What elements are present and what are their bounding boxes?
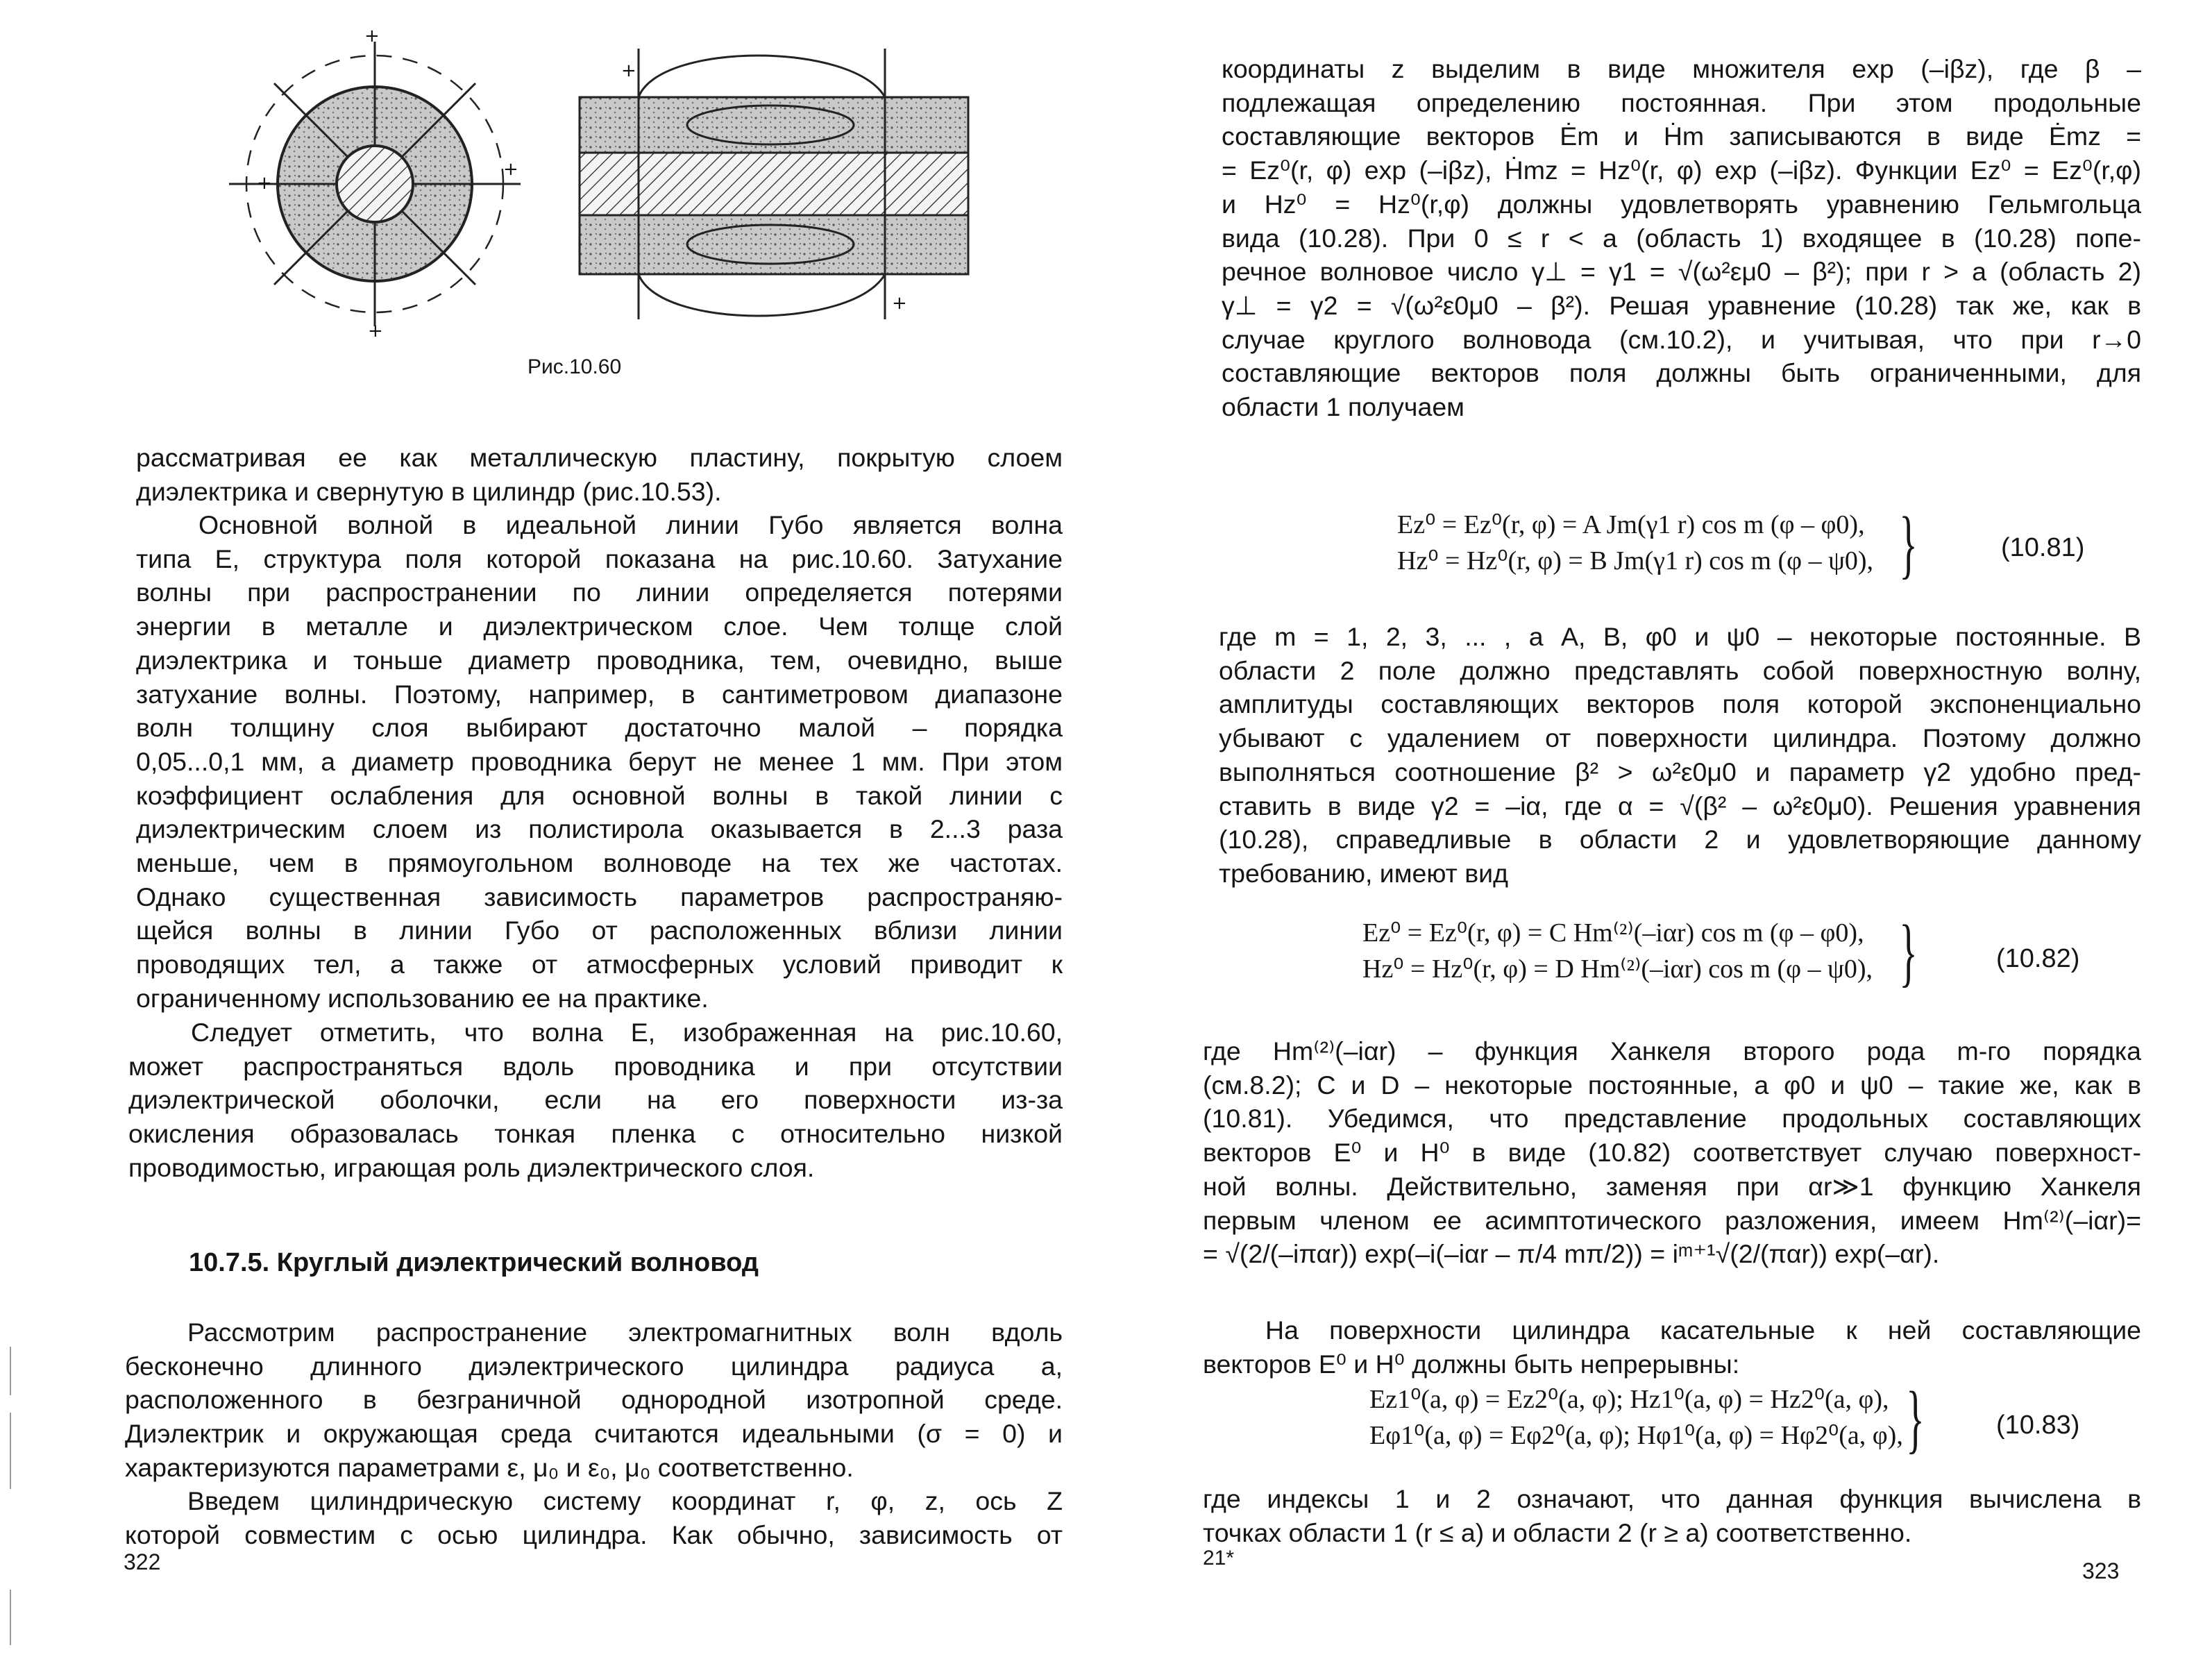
equation-row: Eφ1⁰(a, φ) = Eφ2⁰(a, φ); Hφ1⁰(a, φ) = Hφ2⁰(a, φ), xyxy=(1369,1421,1903,1450)
text-line: окисления образовалась тонкая пленка с относительно низкой xyxy=(128,1119,1063,1149)
paragraph-3 xyxy=(1203,1034,2141,1271)
text-line: (см.8.2); C и D – некоторые постоянные, а φ0 и ψ0 – такие же, как в xyxy=(1203,1070,2141,1100)
text-line: подлежащая определению постоянная. При этом продольные xyxy=(1222,87,2141,117)
equation-number: (10.83) xyxy=(1996,1411,2080,1440)
text-line: Введем цилиндрическую систему координат r, φ, z, ось Z xyxy=(187,1486,1063,1515)
text-line: может распространяться вдоль проводника и при отсутствии xyxy=(128,1051,1063,1081)
text-line: где индексы 1 и 2 означают, что данная функция вычислена в xyxy=(1203,1484,2141,1513)
text-line: точках области 1 (r ≤ a) и области 2 (r ≥ a) соответственно. xyxy=(1203,1517,1912,1547)
text-line: требованию, имеют вид xyxy=(1219,858,1509,888)
text-line: и Hz⁰ = Hz⁰(r,φ) должны удовлетворять уравнению Гельмгольца xyxy=(1222,189,2141,219)
text-line: вида (10.28). При 0 ≤ r < a (область 1) входящее в (10.28) попе- xyxy=(1222,223,2141,253)
text-line: где Hm⁽²⁾(–iαr) – функция Ханкеля второго рода m-го порядка xyxy=(1203,1036,2141,1066)
paragraph-5 xyxy=(1203,1482,2141,1549)
equation-number: (10.82) xyxy=(1996,944,2080,973)
paragraph-4 xyxy=(1203,1313,2141,1381)
equation-number: (10.81) xyxy=(2001,533,2085,562)
equation-row: Hz⁰ = Hz⁰(r, φ) = D Hm⁽²⁾(–iαr) cos m (φ – ψ0), xyxy=(1362,954,1873,984)
svg-text:+: + xyxy=(257,173,272,194)
text-line: типа E, структура поля которой показана на рис.10.60. Затухание xyxy=(136,544,1063,573)
equation-brace: } xyxy=(1899,501,1918,586)
text-line: области 1 получаем xyxy=(1222,392,1464,422)
text-line: волн толщину слоя выбирают достаточно малой – порядка xyxy=(136,713,1063,743)
text-line: затухание волны. Поэтому, например, в сантиметровом диапазоне xyxy=(136,679,1063,709)
svg-text:+: + xyxy=(364,28,380,47)
text-line: убывают с удалением от поверхности цилиндра. Поэтому должно xyxy=(1219,723,2141,753)
text-line: Рассмотрим распространение электромагнитных волн вдоль xyxy=(187,1318,1063,1347)
equation-brace: } xyxy=(1906,1376,1925,1461)
text-line: диэлектрическим слоем из полистирола оказывается в 2...3 раза xyxy=(136,814,1063,844)
svg-text:+: + xyxy=(892,293,907,314)
text-line: коэффициент ослабления для основной волны в такой линии с xyxy=(136,780,1063,810)
text-line: первым членом ее асимптотического разложения, имеем Hm⁽²⁾(–iαr)= xyxy=(1203,1205,2141,1235)
svg-text:+: + xyxy=(621,60,636,81)
scan-edge-mark xyxy=(10,1347,11,1395)
paragraph-4 xyxy=(125,1315,1063,1485)
text-line: рассматривая ее как металлическую пластину, покрытую слоем xyxy=(136,443,1063,472)
text-line: Однако существенная зависимость параметров распространяю- xyxy=(136,882,1063,911)
text-line: проводящих тел, а также от атмосферных условий приводит к xyxy=(136,950,1063,979)
equation-row: Ez⁰ = Ez⁰(r, φ) = C Hm⁽²⁾(–iαr) cos m (φ – φ0), xyxy=(1362,918,1864,948)
text-line: речное волновое число γ⊥ = γ1 = √(ω²εμ0 – β²); при r > a (область 2) xyxy=(1222,257,2141,287)
page-number: 322 xyxy=(124,1549,161,1574)
text-line: меньше, чем в прямоугольном волноводе на тех же частотах. xyxy=(136,848,1063,878)
text-line: векторов E⁰ и H⁰ должны быть непрерывны: xyxy=(1203,1349,1740,1379)
longitudinal-section-diagram xyxy=(580,49,968,319)
text-line: (10.28), справедливые в области 2 и удовлетворяющие данному xyxy=(1219,825,2141,855)
text-line: диэлектрика и тоньше диаметр проводника, тем, очевидно, выше xyxy=(136,645,1063,675)
text-line: характеризуются параметрами ε, μ₀ и ε₀, μ₀ соответственно. xyxy=(125,1452,854,1482)
text-line: случае круглого волновода (см.10.2), и учитывая, что при r→0 xyxy=(1222,324,2141,354)
figure-caption: Рис.10.60 xyxy=(527,355,622,378)
text-line: щейся волны в линии Губо от расположенных вблизи линии xyxy=(136,916,1063,945)
text-line: составляющие векторов Ėm и Ḣm записываются в виде Ėmz = xyxy=(1222,121,2141,151)
text-line: волны при распространении по линии определяется потерями xyxy=(136,578,1063,607)
svg-text:+: + xyxy=(503,159,518,180)
text-line: Основной волной в идеальной линии Губо является волна xyxy=(199,510,1063,539)
text-line: энергии в металле и диэлектрическом слое. Чем толще слой xyxy=(136,612,1063,641)
text-line: бесконечно длинного диэлектрического цилиндра радиуса a, xyxy=(125,1351,1063,1381)
equation-10-81 xyxy=(1397,507,1873,579)
equation-10-82 xyxy=(1362,915,1873,987)
scan-edge-mark xyxy=(10,1590,11,1645)
signature-mark: 21* xyxy=(1203,1547,1235,1570)
text-line: выполняться соотношение β² > ω²ε0μ0 и параметр γ2 удобно пред- xyxy=(1219,757,2141,786)
paragraph-1 xyxy=(136,441,1063,508)
paragraph-2 xyxy=(136,508,1063,1016)
text-line: 0,05...0,1 мм, а диаметр проводника берут не менее 1 мм. При этом xyxy=(136,746,1063,776)
text-line: координаты z выделим в виде множителя exp (–iβz), где β – xyxy=(1222,54,2141,83)
text-line: Следует отметить, что волна E, изображенная на рис.10.60, xyxy=(191,1018,1063,1047)
paragraph-3 xyxy=(128,1016,1063,1185)
text-line: = √(2/(–iπαr)) exp(–i(–iαr – π/4 mπ/2)) = iᵐ⁺¹√(2/(παr)) exp(–αr). xyxy=(1203,1239,1940,1269)
right-page xyxy=(1106,0,2212,1666)
equation-brace: } xyxy=(1899,909,1918,994)
svg-text:+: + xyxy=(368,321,383,340)
text-line: ограниченному использованию ее на практике. xyxy=(136,983,709,1013)
text-line: диэлектрика и свернутую в цилиндр (рис.10.53). xyxy=(136,476,722,506)
paragraph-2 xyxy=(1219,620,2141,891)
text-line: γ⊥ = γ2 = √(ω²ε0μ0 – β²). Решая уравнение (10.28) так же, как в xyxy=(1222,290,2141,320)
equation-10-83 xyxy=(1369,1381,1903,1454)
text-line: (10.81). Убедимся, что представление продольных составляющих xyxy=(1203,1104,2141,1134)
cross-section-diagram xyxy=(229,28,521,340)
text-line: диэлектрической оболочки, если на его поверхности из-за xyxy=(128,1085,1063,1115)
text-line: которой совместим с осью цилиндра. Как обычно, зависимость от xyxy=(125,1520,1063,1549)
text-line: На поверхности цилиндра касательные к ней составляющие xyxy=(1265,1315,2141,1345)
text-line: ной волны. Действительно, заменяя при αr≫1 функцию Ханкеля xyxy=(1203,1171,2141,1201)
text-line: расположенного в безграничной однородной изотропной среде. xyxy=(125,1385,1063,1415)
page-number: 323 xyxy=(2082,1558,2120,1583)
text-line: составляющие векторов поля должны быть ограниченными, для xyxy=(1222,358,2141,388)
equation-row: Hz⁰ = Hz⁰(r, φ) = B Jm(γ1 r) cos m (φ – ψ0), xyxy=(1397,546,1874,575)
text-line: ставить в виде γ2 = –iα, где α = √(β² – ω²ε0μ0). Решения уравнения xyxy=(1219,791,2141,821)
equation-row: Ez1⁰(a, φ) = Ez2⁰(a, φ); Hz1⁰(a, φ) = Hz2⁰(a, φ), xyxy=(1369,1385,1889,1414)
figure-10-60 xyxy=(229,28,993,340)
paragraph-5 xyxy=(125,1484,1063,1551)
text-line: где m = 1, 2, 3, ... , а A, B, φ0 и ψ0 – некоторые постоянные. В xyxy=(1219,622,2141,651)
text-line: векторов E⁰ и H⁰ в виде (10.82) соответствует случаю поверхност- xyxy=(1203,1138,2141,1168)
text-line: амплитуды составляющих векторов поля которой экспоненциально xyxy=(1219,689,2141,719)
scan-edge-mark xyxy=(10,1413,11,1489)
text-line: области 2 поле должно представлять собой поверхностную волну, xyxy=(1219,655,2141,685)
section-title: 10.7.5. Круглый диэлектрический волновод xyxy=(189,1248,759,1277)
paragraph-1 xyxy=(1222,52,2141,424)
equation-row: Ez⁰ = Ez⁰(r, φ) = A Jm(γ1 r) cos m (φ – φ0), xyxy=(1397,510,1865,539)
text-line: = Ez⁰(r, φ) exp (–iβz), Ḣmz = Hz⁰(r, φ) exp (–iβz). Функции Ez⁰ = Ez⁰(r,φ) xyxy=(1222,155,2141,185)
text-line: Диэлектрик и окружающая среда считаются идеальными (σ = 0) и xyxy=(125,1419,1063,1449)
text-line: проводимостью, играющая роль диэлектрического слоя. xyxy=(128,1152,815,1182)
